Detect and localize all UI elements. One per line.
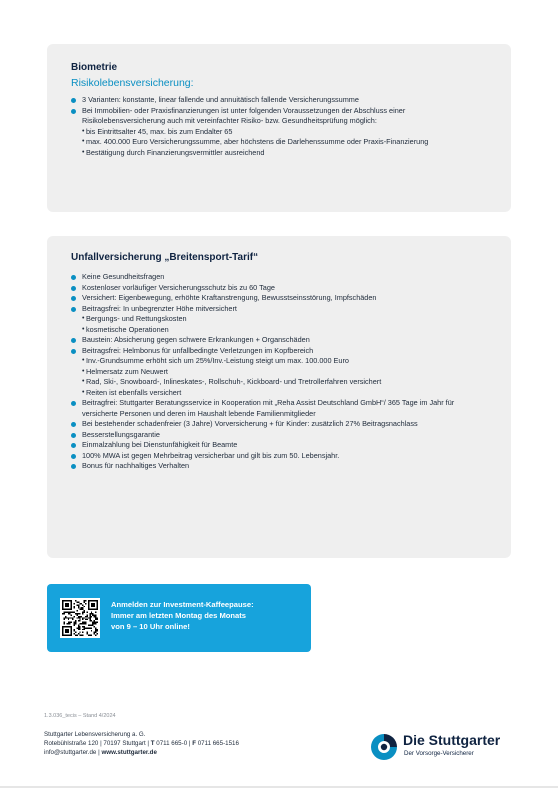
biometrie-subtitle: Risikolebensversicherung: xyxy=(71,77,194,89)
biometrie-title: Biometrie xyxy=(71,62,118,73)
address-line xyxy=(44,739,239,748)
company-name: Stuttgarter Lebensversicherung a. G. xyxy=(44,731,146,738)
logo-tagline: Der Vorsorge-Versicherer xyxy=(404,750,474,757)
fax-number: 0711 665-1516 xyxy=(197,740,239,747)
contact-line xyxy=(44,748,239,757)
phone-number: 0711 665-0 | xyxy=(156,740,191,747)
list-item: Versichert: Eigenbewegung, erhöhte Kraftanstrengung, Bewusstseinsstörung, Impfschäden xyxy=(71,293,487,304)
sub-list-item: • kosmetische Operationen xyxy=(71,325,487,336)
list-item: 3 Varianten: konstante, linear fallende und annuitätisch fallende Versicherungssumme xyxy=(71,95,487,106)
die-stuttgarter-logo xyxy=(369,732,514,762)
unfall-panel xyxy=(47,236,511,558)
unfall-list xyxy=(71,272,487,472)
list-item: Beitragsfrei: In unbegrenzter Höhe mitversichert xyxy=(71,304,487,315)
list-item: 100% MWA ist gegen Mehrbeitrag versicherbar und gilt bis zum 50. Lebensjahr. xyxy=(71,451,487,462)
banner-line-3: von 9 – 10 Uhr online! xyxy=(111,622,190,631)
sub-list-item: • Bergungs- und Rettungskosten xyxy=(71,314,487,325)
list-item: Keine Gesundheitsfragen xyxy=(71,272,487,283)
sub-list-item: • Bestätigung durch Finanzierungsvermittler ausreichend xyxy=(71,148,487,159)
fax-label: F xyxy=(192,740,196,747)
tel-label: T xyxy=(150,740,155,747)
list-item: Einmalzahlung bei Dienstunfähigkeit für Beamte xyxy=(71,440,487,451)
street-address: Rotebühlstraße 120 | 70197 Stuttgart | xyxy=(44,740,150,747)
list-item: Kostenloser vorläufiger Versicherungsschutz bis zu 60 Tage xyxy=(71,283,487,294)
website-link[interactable]: www.stuttgarter.de xyxy=(101,749,157,756)
sub-list-item: • bis Eintrittsalter 45, max. bis zum Endalter 65 xyxy=(71,127,487,138)
sub-list-item: • Inv.-Grundsumme erhöht sich um 25%/Inv.-Leistung steigt um max. 100.000 Euro xyxy=(71,356,487,367)
unfall-title: Unfallversicherung „Breitensport-Tarif“ xyxy=(71,252,259,263)
banner-line-1: Anmelden zur Investment-Kaffeepause: xyxy=(111,600,254,609)
company-address xyxy=(44,730,239,757)
sub-list-item: • Reiten ist ebenfalls versichert xyxy=(71,388,487,399)
list-item: Bei Immobilien- oder Praxisfinanzierungen ist unter folgenden Voraussetzungen der Abschluss einer Risikolebensversicherung auch mit vereinfachter Risiko- bzw. Gesundheitsprüfung möglich: xyxy=(71,106,487,127)
list-item: Beitragsfrei: Helmbonus für unfallbedingte Verletzungen im Kopfbereich xyxy=(71,346,487,357)
list-item: Beitragfrei: Stuttgarter Beratungsservice in Kooperation mit „Reha Assist Deutschland GmbH“/ 365 Tage im Jahr für versicherte Personen und deren im Haushalt lebende Familienmitglieder xyxy=(71,398,487,419)
logo-mark-icon xyxy=(369,732,399,762)
qr-code-icon[interactable] xyxy=(60,598,100,638)
list-item: Besserstellungsgarantie xyxy=(71,430,487,441)
banner-text xyxy=(111,599,301,632)
investment-kaffeepause-banner[interactable] xyxy=(47,584,311,652)
biometrie-list xyxy=(71,95,487,158)
banner-line-2: Immer am letzten Montag des Monats xyxy=(111,611,247,620)
page-bottom-divider xyxy=(0,786,558,788)
biometrie-panel xyxy=(47,44,511,212)
sub-list-item: • Rad, Ski-, Snowboard-, Inlineskates-, Rollschuh-, Kickboard- und Tretrollerfahren versichert xyxy=(71,377,487,388)
sub-list-item: • max. 400.000 Euro Versicherungssumme, aber höchstens die Darlehenssumme oder Praxis-Finanzierung xyxy=(71,137,487,148)
email-link[interactable]: info@stuttgarter.de | xyxy=(44,749,100,756)
list-item: Baustein: Absicherung gegen schwere Erkrankungen + Organschäden xyxy=(71,335,487,346)
document-id: 1.3.036_tecis – Stand 4/2024 xyxy=(44,713,116,719)
list-item: Bei bestehender schadenfreier (3 Jahre) Vorversicherung + für Kinder: zusätzlich 27% Beitragsnachlass xyxy=(71,419,487,430)
list-item: Bonus für nachhaltiges Verhalten xyxy=(71,461,487,472)
logo-name: Die Stuttgarter xyxy=(403,732,501,748)
sub-list-item: • Helmersatz zum Neuwert xyxy=(71,367,487,378)
